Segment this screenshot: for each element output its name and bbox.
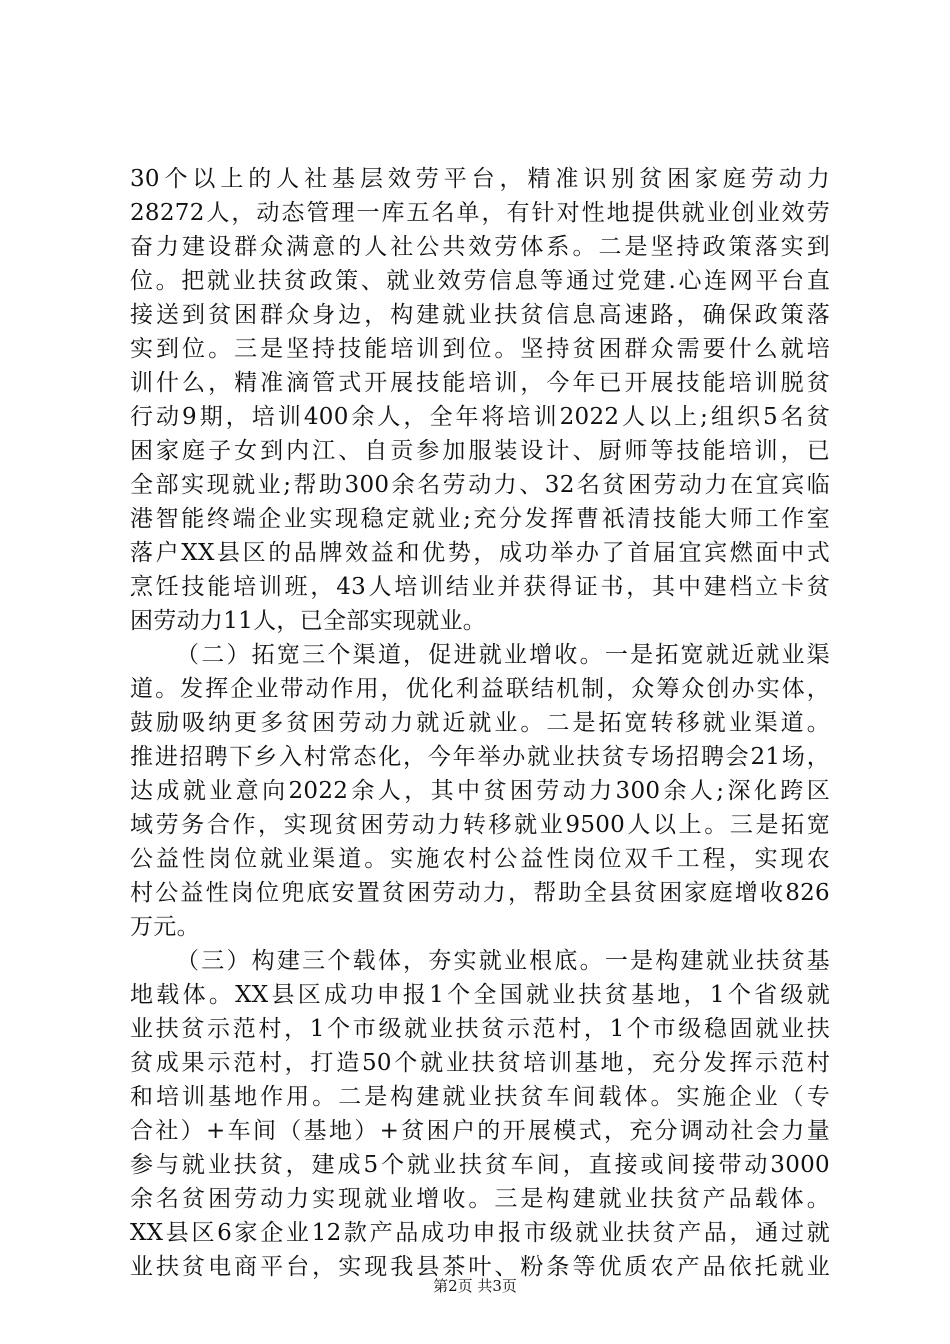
text-line: 和培训基地作用。二是构建就业扶贫车间载体。实施企业（专 (130, 1084, 830, 1110)
paragraph-end-line: 困劳动力11人，已全部实现就业。 (130, 608, 487, 634)
text-line: 道。发挥企业带动作用，优化利益联结机制，众筹众创办实体， (130, 676, 830, 702)
section-heading-line: （二）拓宽三个渠道，促进就业增收。一是拓宽就近就业渠 (176, 642, 830, 668)
text-line: 达成就业意向2022余人，其中贫困劳动力300余人;深化跨区 (130, 778, 830, 804)
document-body (130, 162, 830, 1284)
text-line: 28272人，动态管理一库五名单，有针对性地提供就业创业效劳 (130, 200, 830, 226)
text-line: 奋力建设群众满意的人社公共效劳体系。二是坚持政策落实到 (130, 234, 830, 260)
text-line: 参与就业扶贫，建成5个就业扶贫车间，直接或间接带动3000 (130, 1152, 830, 1178)
text-line: 贫成果示范村，打造50个就业扶贫培训基地，充分发挥示范村 (130, 1050, 830, 1076)
text-line: 地载体。XX县区成功申报1个全国就业扶贫基地，1个省级就 (130, 982, 830, 1008)
text-line: 接送到贫困群众身边，构建就业扶贫信息高速路，确保政策落 (130, 302, 830, 328)
text-line: 训什么，精准滴管式开展技能培训，今年已开展技能培训脱贫 (130, 370, 830, 396)
text-line: 合社）+车间（基地）+贫困户的开展模式，充分调动社会力量 (130, 1118, 830, 1144)
text-line: 村公益性岗位兜底安置贫困劳动力，帮助全县贫困家庭增收826 (130, 880, 830, 906)
text-line: 业扶贫电商平台，实现我县茶叶、粉条等优质农产品依托就业 (130, 1254, 830, 1280)
text-line: 推进招聘下乡入村常态化，今年举办就业扶贫专场招聘会21场， (130, 744, 830, 770)
text-line: 困家庭子女到内江、自贡参加服装设计、厨师等技能培训，已 (130, 438, 830, 464)
text-line: 30个以上的人社基层效劳平台，精准识别贫困家庭劳动力 (130, 166, 830, 192)
text-line: 公益性岗位就业渠道。实施农村公益性岗位双千工程，实现农 (130, 846, 830, 872)
paragraph-end-line: 万元。 (130, 914, 200, 940)
text-line: 余名贫困劳动力实现就业增收。三是构建就业扶贫产品载体。 (130, 1186, 830, 1212)
text-line: 业扶贫示范村，1个市级就业扶贫示范村，1个市级稳固就业扶 (130, 1016, 830, 1042)
text-line: 落户XX县区的品牌效益和优势，成功举办了首届宜宾燃面中式 (130, 540, 830, 566)
page-number-footer: 第2页 共3页 (433, 1277, 517, 1295)
section-heading-line: （三）构建三个载体，夯实就业根底。一是构建就业扶贫基 (176, 948, 830, 974)
text-line: 全部实现就业;帮助300余名劳动力、32名贫困劳动力在宜宾临 (130, 472, 830, 498)
text-line: 位。把就业扶贫政策、就业效劳信息等通过党建.心连网平台直 (130, 268, 830, 294)
text-line: 港智能终端企业实现稳定就业;充分发挥曹祇清技能大师工作室 (130, 506, 830, 532)
text-line: 烹饪技能培训班，43人培训结业并获得证书，其中建档立卡贫 (130, 574, 830, 600)
text-line: 行动9期，培训400余人，全年将培训2022人以上;组织5名贫 (130, 404, 830, 430)
text-line: XX县区6家企业12款产品成功申报市级就业扶贫产品，通过就 (130, 1220, 830, 1246)
text-line: 域劳务合作，实现贫困劳动力转移就业9500人以上。三是拓宽 (130, 812, 830, 838)
text-line: 实到位。三是坚持技能培训到位。坚持贫困群众需要什么就培 (130, 336, 830, 362)
text-line: 鼓励吸纳更多贫困劳动力就近就业。二是拓宽转移就业渠道。 (130, 710, 830, 736)
